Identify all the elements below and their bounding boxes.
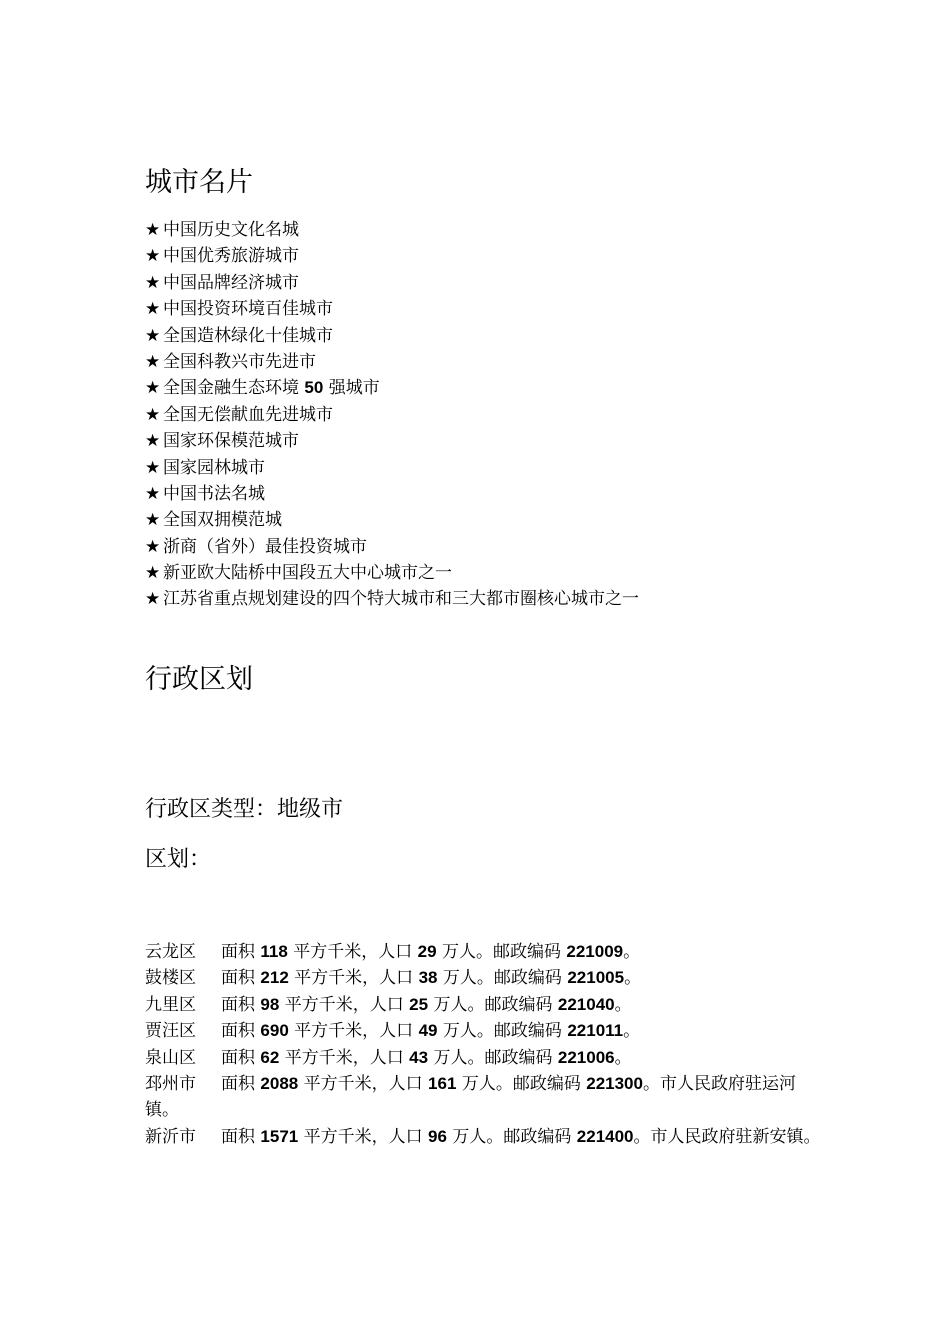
star-icon: ★	[145, 220, 161, 240]
population-value: 25	[409, 994, 429, 1014]
population-value: 49	[418, 1021, 438, 1041]
population-value: 96	[428, 1126, 447, 1146]
honor-item	[145, 270, 639, 296]
area-value: 690	[260, 1021, 289, 1041]
honor-item	[145, 375, 639, 401]
honor-item	[145, 402, 639, 428]
area-unit: 平方千米，人口	[288, 968, 419, 989]
postcode-value: 221300	[586, 1074, 643, 1094]
district-note: 。	[624, 968, 642, 989]
district-name: 新沂市	[145, 1126, 196, 1147]
honor-item	[145, 428, 639, 454]
honor-text: 中国品牌经济城市	[163, 272, 299, 293]
population-unit: 万人。邮政编码	[428, 1047, 558, 1068]
population-value: 161	[428, 1074, 457, 1094]
area-unit: 平方千米，人口	[298, 1074, 429, 1095]
area-unit: 平方千米，人口	[287, 942, 418, 962]
star-icon: ★	[145, 246, 161, 267]
district-note: 。市人民政府驻运河镇。	[145, 1074, 796, 1121]
district-name: 九里区	[145, 994, 196, 1015]
district-name: 云龙区	[145, 942, 196, 962]
star-icon: ★	[145, 404, 161, 425]
star-icon: ★	[145, 483, 161, 504]
district-note: 。	[614, 994, 632, 1015]
population-unit: 万人。邮政编码	[446, 1126, 577, 1147]
district-row	[145, 965, 825, 991]
district-row	[145, 1018, 825, 1044]
population-value: 43	[409, 1047, 429, 1067]
honor-text: 中国投资环境百佳城市	[163, 299, 333, 320]
honor-text: 全国科教兴市先进市	[163, 351, 316, 372]
honor-item	[145, 586, 639, 612]
honor-number: 50	[304, 378, 324, 398]
district-name: 鼓楼区	[145, 968, 196, 989]
area-label: 面积	[221, 968, 261, 989]
area-unit: 平方千米，人口	[298, 1126, 429, 1147]
honor-item	[145, 534, 639, 560]
population-unit: 万人。邮政编码	[437, 968, 568, 989]
area-label: 面积	[221, 994, 261, 1015]
star-icon: ★	[145, 589, 161, 610]
district-name: 泉山区	[145, 1047, 196, 1068]
star-icon: ★	[145, 457, 161, 478]
area-unit: 平方千米，人口	[279, 1047, 410, 1068]
honor-item	[145, 296, 639, 322]
area-unit: 平方千米，人口	[279, 994, 410, 1015]
honor-text: 全国金融生态环境	[163, 378, 305, 399]
district-row	[145, 1071, 825, 1124]
star-icon: ★	[145, 431, 161, 452]
honors-list	[145, 217, 639, 613]
star-icon: ★	[145, 536, 161, 557]
honor-item	[145, 455, 639, 481]
division-label: 区划：	[145, 847, 212, 872]
star-icon: ★	[145, 351, 161, 372]
area-label: 面积	[221, 942, 261, 962]
area-value: 1571	[260, 1126, 299, 1146]
section-title-administrative-division: 行政区划	[145, 664, 253, 695]
honor-text: 浙商（省外）最佳投资城市	[163, 536, 367, 557]
star-icon: ★	[145, 563, 161, 584]
area-label: 面积	[221, 1126, 261, 1147]
district-note: 。市人民政府驻新安镇。	[633, 1126, 821, 1147]
honor-text: 国家环保模范城市	[163, 431, 299, 452]
area-label: 面积	[221, 1074, 261, 1095]
honor-text: 国家园林城市	[163, 457, 265, 478]
district-name: 贾汪区	[145, 1021, 196, 1042]
honor-text: 全国双拥模范城	[163, 510, 282, 531]
star-icon: ★	[145, 272, 161, 293]
star-icon: ★	[145, 325, 161, 346]
postcode-value: 221400	[576, 1126, 634, 1146]
district-row	[145, 992, 825, 1018]
honor-text: 江苏省重点规划建设的四个特大城市和三大都市圈核心城市之一	[163, 589, 639, 610]
population-value: 29	[417, 942, 437, 961]
district-name: 邳州市	[145, 1074, 196, 1095]
postcode-value: 221006	[557, 1047, 615, 1067]
honor-text: 中国优秀旅游城市	[163, 246, 299, 267]
area-value: 2088	[260, 1074, 299, 1094]
district-row	[145, 1124, 825, 1150]
honor-text: 中国书法名城	[163, 483, 265, 504]
population-unit: 万人。邮政编码	[428, 994, 558, 1015]
honor-item	[145, 243, 639, 269]
postcode-value: 221005	[567, 968, 625, 988]
honor-item	[145, 323, 639, 349]
population-unit: 万人。邮政编码	[437, 1021, 568, 1042]
star-icon: ★	[145, 510, 161, 531]
district-row	[145, 939, 825, 965]
honor-text: 全国造林绿化十佳城市	[163, 325, 333, 346]
division-type-line: 行政区类型：地级市	[145, 797, 344, 822]
area-unit: 平方千米，人口	[288, 1021, 419, 1042]
honor-text: 新亚欧大陆桥中国段五大中心城市之一	[163, 563, 452, 584]
honor-text: 全国无偿献血先进城市	[163, 404, 333, 425]
area-label: 面积	[221, 1021, 261, 1042]
population-value: 38	[418, 968, 438, 988]
area-value: 62	[260, 1047, 280, 1067]
honor-item	[145, 349, 639, 375]
district-row	[145, 1045, 825, 1071]
district-note: 。	[623, 1021, 641, 1042]
section-title-city-card: 城市名片	[145, 167, 253, 198]
star-icon: ★	[145, 378, 161, 399]
postcode-value: 221009	[566, 942, 624, 961]
population-unit: 万人。邮政编码	[436, 942, 567, 962]
districts-list	[145, 939, 825, 1150]
area-value: 118	[260, 942, 288, 961]
star-icon: ★	[145, 299, 161, 320]
postcode-value: 221040	[557, 994, 615, 1014]
postcode-value: 221011	[567, 1021, 624, 1041]
honor-item	[145, 217, 639, 243]
honor-item	[145, 481, 639, 507]
population-unit: 万人。邮政编码	[456, 1074, 587, 1095]
district-note: 。	[623, 942, 641, 962]
area-label: 面积	[221, 1047, 261, 1068]
district-note: 。	[614, 1047, 632, 1068]
honor-item	[145, 507, 639, 533]
area-value: 98	[260, 994, 280, 1014]
area-value: 212	[260, 968, 289, 988]
honor-item	[145, 560, 639, 586]
honor-text-suffix: 强城市	[323, 378, 380, 399]
honor-text: 中国历史文化名城	[163, 220, 299, 240]
